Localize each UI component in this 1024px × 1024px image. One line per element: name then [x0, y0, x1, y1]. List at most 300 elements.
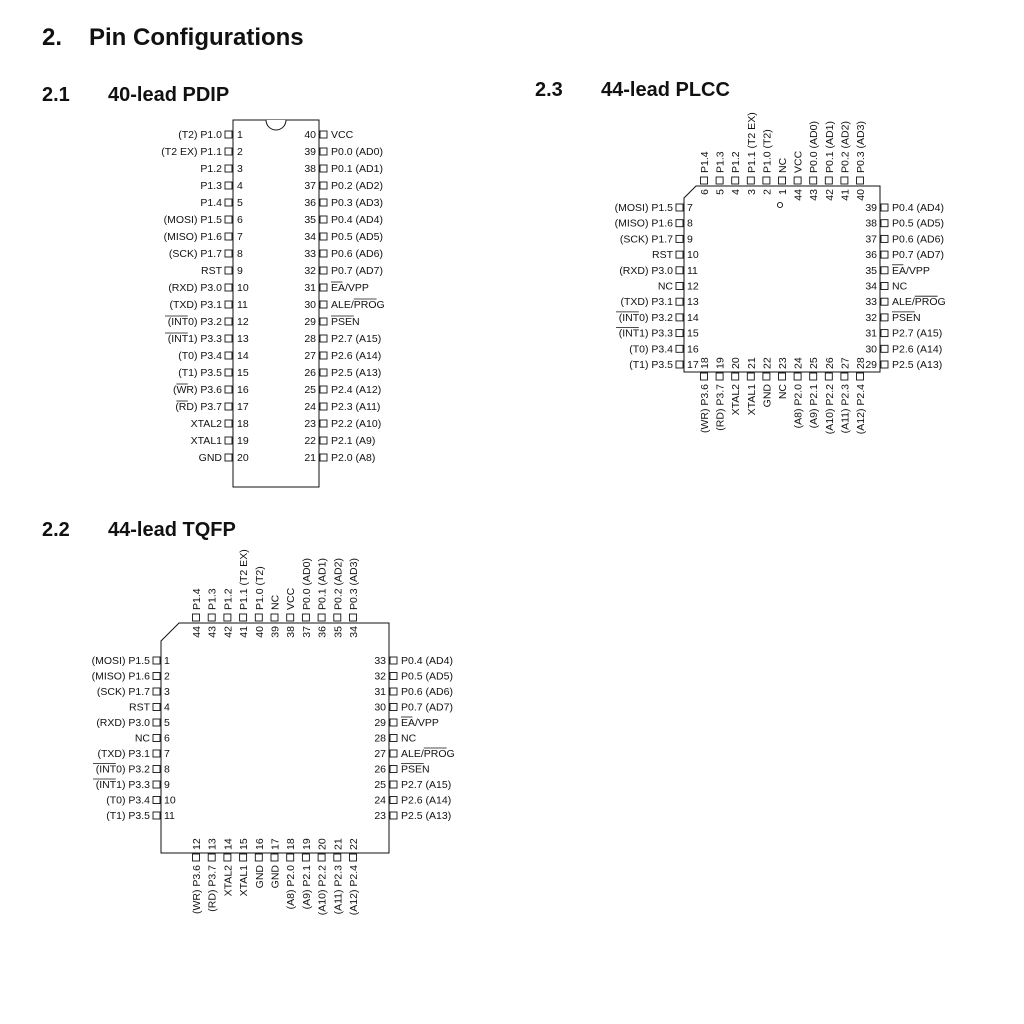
pin-number: 44 — [792, 189, 805, 201]
pin-number: 7 — [237, 231, 243, 243]
pin-pad — [208, 854, 215, 861]
pin-label-nc: NC — [134, 732, 150, 745]
pin-label-a12-p2-4: (A12) P2.4 — [348, 865, 360, 916]
pin-pad — [841, 177, 848, 184]
pin-label-p1-1-t2-ex: P1.1 (T2 EX) — [238, 549, 251, 610]
pin-pad — [225, 199, 232, 206]
pdip-pin-5 — [200, 197, 243, 209]
pin-label-p0-0-ad0: P0.0 (AD0) — [300, 558, 313, 610]
pin-label-p2-7-a15: P2.7 (A15) — [892, 327, 943, 340]
pin-label-sck-p1-7: (SCK) P1.7 — [619, 233, 673, 246]
plcc-pin-4 — [730, 151, 742, 195]
pin-label-p1-2: P1.2 — [730, 151, 743, 173]
pin-label-rd-p3-7: (RD) P3.7 — [175, 401, 222, 413]
pin-pad — [716, 373, 723, 380]
pin-pad — [320, 420, 327, 427]
pin-number: 33 — [374, 655, 386, 667]
pin-label-ea-vpp: EA/VPP — [892, 264, 930, 277]
pin-number: 4 — [237, 180, 243, 192]
pin-pad — [857, 373, 864, 380]
pin-pad — [318, 614, 325, 621]
pdip-pin-38 — [304, 163, 383, 175]
pin-label-t1-p3-5: (T1) P3.5 — [629, 359, 673, 371]
pin-pad — [255, 614, 262, 621]
pin-pad — [810, 373, 817, 380]
pin-label-t0-p3-4: (T0) P3.4 — [106, 794, 150, 807]
pin-pad — [225, 386, 232, 393]
tqfp-pin-19 — [301, 838, 313, 909]
pdip-pin-17 — [175, 401, 249, 413]
tqfp-pin-30 — [374, 702, 453, 714]
plcc-pin-18 — [699, 357, 711, 433]
plcc-pin-27 — [839, 357, 851, 433]
pin-number: 2 — [164, 670, 170, 683]
tqfp-pin-8 — [93, 764, 170, 776]
pin-number: 34 — [348, 626, 360, 638]
plcc-pin-21 — [746, 357, 758, 415]
pin-number: 38 — [304, 163, 316, 175]
pin-number: 25 — [808, 357, 821, 369]
pin-number: 3 — [745, 189, 758, 195]
tqfp-pin-38 — [285, 587, 297, 637]
pin-number: 26 — [304, 367, 316, 379]
pin-pad — [240, 854, 247, 861]
plcc-pin-35 — [865, 265, 930, 277]
pin-pad — [153, 750, 160, 757]
pin-number: 11 — [687, 264, 698, 277]
plcc-pin-7 — [615, 202, 693, 214]
tqfp-pin-41 — [238, 549, 250, 637]
tqfp-pin-13 — [207, 838, 219, 912]
pin-pad — [320, 182, 327, 189]
tqfp-body — [161, 623, 389, 853]
pdip-pin-20 — [199, 452, 249, 464]
pin-pad — [153, 657, 160, 664]
pdip-pin-18 — [191, 418, 249, 430]
pdip-pin-26 — [304, 367, 381, 379]
pin-pad — [390, 735, 397, 742]
pin-label-p2-5-a13: P2.5 (A13) — [331, 367, 382, 379]
pin-pad — [225, 318, 232, 325]
pin-pad — [334, 854, 341, 861]
pin-pad — [881, 330, 888, 337]
pin-label-psen: PSEN — [892, 311, 921, 324]
pin-number: 24 — [304, 401, 316, 413]
tqfp-pin-4 — [129, 702, 170, 714]
pin-number: 40 — [304, 129, 316, 141]
pin-number: 36 — [304, 197, 316, 209]
tqfp-pin-22 — [348, 838, 360, 915]
plcc-pin-29 — [865, 359, 942, 371]
pin-label-p0-7-ad7: P0.7 (AD7) — [331, 265, 383, 277]
pin-label-wr-p3-6: (WR) P3.6 — [191, 865, 203, 915]
pin-label-gnd: GND — [269, 865, 282, 889]
pin1-indicator-icon — [777, 202, 782, 207]
pin-pad — [225, 131, 232, 138]
pdip-pin-33 — [304, 248, 383, 260]
pin-label-vcc: VCC — [331, 129, 354, 141]
pin-number: 39 — [304, 146, 316, 158]
pin-pad — [794, 373, 801, 380]
pdip-pin-34 — [304, 231, 383, 243]
pdip-pin-7 — [164, 231, 243, 243]
pin-number: 24 — [374, 794, 386, 807]
pin-label-vcc: VCC — [285, 587, 298, 610]
pin-pad — [825, 177, 832, 184]
pin-label-p1-2: P1.2 — [200, 163, 222, 175]
pin-label-p1-0-t2: P1.0 (T2) — [253, 566, 266, 610]
pin-number: 33 — [304, 248, 316, 260]
pin-label-a8-p2-0: (A8) P2.0 — [792, 384, 805, 429]
tqfp-pin-5 — [96, 717, 170, 729]
plcc-pin-8 — [615, 218, 693, 230]
pin-label-xtal1: XTAL1 — [238, 865, 251, 897]
pin-pad — [881, 314, 888, 321]
pin-number: 35 — [332, 626, 345, 638]
tqfp-pin-34 — [348, 558, 360, 638]
pin-number: 2 — [761, 189, 774, 195]
pin-pad — [390, 766, 397, 773]
pin-number: 44 — [191, 626, 203, 638]
tqfp-pin-40 — [254, 566, 266, 637]
pin-label-p0-1-ad1: P0.1 (AD1) — [331, 163, 383, 175]
pin-label-p1-0-t2: P1.0 (T2) — [761, 129, 774, 173]
pin-pad — [810, 177, 817, 184]
pin-label-p0-5-ad5: P0.5 (AD5) — [892, 217, 944, 230]
pdip-pin-31 — [304, 282, 369, 294]
pdip-package — [161, 120, 384, 487]
tqfp-pin-42 — [222, 588, 234, 637]
pin-number: 11 — [237, 299, 248, 311]
pin-label-nc: NC — [657, 280, 673, 293]
pin-label-xtal1: XTAL1 — [745, 384, 758, 416]
pin-pad — [225, 454, 232, 461]
pin-pad — [224, 854, 231, 861]
pin-label-psen: PSEN — [401, 763, 430, 776]
pin-number: 38 — [285, 626, 298, 638]
pin-pad — [825, 373, 832, 380]
pdip-pin-11 — [169, 299, 248, 311]
pin-label-mosi-p1-5: (MOSI) P1.5 — [614, 202, 673, 214]
pdip-pin-27 — [304, 350, 381, 362]
pin-pad — [193, 854, 200, 861]
pin-pad — [320, 437, 327, 444]
pdip-pin-8 — [169, 248, 243, 260]
pdip-pin-28 — [304, 333, 381, 345]
pin-pad — [881, 251, 888, 258]
pin-number: 38 — [865, 217, 877, 230]
tqfp-pin-14 — [222, 838, 234, 896]
pin-number: 14 — [237, 350, 249, 362]
pin-pad — [881, 220, 888, 227]
pin-number: 20 — [730, 357, 743, 369]
pin-number: 23 — [777, 357, 789, 369]
pin-pad — [763, 177, 770, 184]
pin-label-t0-p3-4: (T0) P3.4 — [178, 350, 222, 362]
pin-pad — [153, 812, 160, 819]
pdip-pin-39 — [304, 146, 383, 158]
pin-pad — [225, 437, 232, 444]
tqfp-pin-17 — [270, 838, 282, 888]
pin-label-t1-p3-5: (T1) P3.5 — [178, 367, 222, 379]
pin-pad — [225, 165, 232, 172]
plcc-pin-28 — [855, 357, 867, 434]
plcc-pin-10 — [652, 249, 699, 261]
pin-number: 37 — [865, 233, 877, 246]
pin-label-t2-p1-0: (T2) P1.0 — [178, 129, 222, 141]
pin-label-mosi-p1-5: (MOSI) P1.5 — [163, 214, 222, 226]
pin-number: 18 — [237, 418, 249, 430]
pin-number: 1 — [777, 189, 789, 195]
pin-pad — [224, 614, 231, 621]
tqfp-pin-16 — [254, 838, 266, 888]
pin-number: 13 — [237, 333, 249, 345]
tqfp-pin-12 — [191, 838, 203, 914]
pin-pad — [794, 177, 801, 184]
tqfp-pin-35 — [332, 558, 344, 638]
pin-number: 7 — [164, 748, 170, 760]
pin-number: 42 — [823, 189, 836, 201]
pin-pad — [153, 797, 160, 804]
pin-label-sck-p1-7: (SCK) P1.7 — [96, 686, 150, 698]
pin-label-p0-0-ad0: P0.0 (AD0) — [331, 146, 383, 158]
pin-pad — [153, 688, 160, 695]
plcc-pin-44 — [793, 150, 805, 200]
pin-label-miso-p1-6: (MISO) P1.6 — [614, 217, 673, 230]
pin-number: 13 — [687, 296, 699, 309]
pin-pad — [390, 673, 397, 680]
pin-pad — [271, 614, 278, 621]
plcc-pin-25 — [808, 357, 820, 428]
plcc-pin-3 — [746, 112, 758, 195]
plcc-pin-30 — [865, 343, 942, 355]
pin-pad — [350, 614, 357, 621]
pin-label-rd-p3-7: (RD) P3.7 — [714, 384, 727, 431]
pin-label-sck-p1-7: (SCK) P1.7 — [168, 248, 222, 260]
pdip-pin-22 — [304, 435, 375, 447]
pin-label-p2-6-a14: P2.6 (A14) — [401, 794, 452, 807]
pin-pad — [676, 267, 683, 274]
pin-number: 26 — [823, 357, 836, 369]
pin-label-p2-6-a14: P2.6 (A14) — [892, 343, 943, 356]
pin-label-a9-p2-1: (A9) P2.1 — [300, 865, 313, 910]
pin-label-rst: RST — [652, 249, 673, 262]
pin-pad — [881, 345, 888, 352]
pin-label-psen: PSEN — [331, 316, 360, 328]
pin-number: 29 — [374, 717, 386, 729]
pin-pad — [881, 267, 888, 274]
pdip-pin-9 — [201, 265, 243, 277]
tqfp-number: 2.2 — [42, 519, 70, 541]
pin-number: 19 — [300, 838, 313, 850]
tqfp-pin-11 — [106, 810, 175, 822]
pin-number: 36 — [865, 249, 877, 262]
pin-pad — [779, 177, 786, 184]
pin-label-rxd-p3-0: (RXD) P3.0 — [168, 282, 222, 294]
pin-number: 22 — [348, 838, 360, 850]
pin-pad — [350, 854, 357, 861]
pin-label-a11-p2-3: (A11) P2.3 — [332, 865, 345, 915]
pin-pad — [701, 177, 708, 184]
pin-label-ea-vpp: EA/VPP — [401, 717, 439, 729]
pin-pad — [153, 781, 160, 788]
pin-number: 29 — [304, 316, 316, 328]
pin-number: 15 — [687, 327, 699, 340]
pin-label-nc: NC — [401, 732, 417, 745]
tqfp-pin-10 — [106, 795, 176, 807]
tqfp-pin-28 — [374, 733, 416, 745]
pin-number: 19 — [714, 357, 727, 369]
pin-number: 41 — [839, 189, 852, 201]
pin-label-wr-p3-6: (WR) P3.6 — [699, 384, 711, 434]
pin-pad — [320, 386, 327, 393]
pin-pad — [320, 284, 327, 291]
pin-label-p0-2-ad2: P0.2 (AD2) — [331, 180, 383, 192]
pin-pad — [676, 345, 683, 352]
pin-pad — [153, 704, 160, 711]
pin-number: 21 — [332, 838, 345, 850]
plcc-pin-33 — [865, 296, 945, 308]
pin-pad — [881, 235, 888, 242]
pdip-pin-37 — [304, 180, 383, 192]
pin-number: 16 — [687, 343, 699, 356]
pdip-pin-4 — [200, 180, 243, 192]
pdip-pin-15 — [178, 367, 249, 379]
pin-pad — [225, 182, 232, 189]
tqfp-pin-43 — [207, 588, 219, 637]
pin-label-t0-p3-4: (T0) P3.4 — [629, 343, 673, 356]
pin-pad — [225, 233, 232, 240]
pin-number: 28 — [374, 732, 386, 745]
pin-pad — [676, 330, 683, 337]
pdip-pin-19 — [191, 435, 249, 447]
pin-pad — [225, 267, 232, 274]
plcc-pin-20 — [730, 357, 742, 415]
pin-label-miso-p1-6: (MISO) P1.6 — [163, 231, 222, 243]
pin-pad — [716, 177, 723, 184]
pin-label-p2-0-a8: P2.0 (A8) — [331, 452, 376, 464]
pin-pad — [225, 420, 232, 427]
pin-pad — [676, 314, 683, 321]
pin-label-wr-p3-6: (WR) P3.6 — [172, 384, 222, 396]
pin-pad — [841, 373, 848, 380]
pin-label-a12-p2-4: (A12) P2.4 — [855, 384, 867, 435]
plcc-pin-11 — [619, 265, 698, 277]
pin-number: 12 — [191, 838, 203, 850]
pin-number: 12 — [687, 280, 699, 293]
pin-pad — [779, 373, 786, 380]
pin-label-p2-3-a11: P2.3 (A11) — [331, 401, 381, 413]
pin-number: 6 — [699, 189, 711, 195]
pdip-pin-40 — [304, 129, 353, 141]
tqfp-pin-44 — [191, 588, 203, 637]
pdip-pin-3 — [200, 163, 243, 175]
pin-pad — [225, 352, 232, 359]
pdip-pin-32 — [304, 265, 383, 277]
pin-label-ale-prog: ALE/PROG — [331, 299, 385, 311]
pin-number: 22 — [304, 435, 316, 447]
pin-pad — [390, 750, 397, 757]
tqfp-pin-25 — [374, 779, 451, 791]
pin-number: 43 — [206, 626, 219, 638]
tqfp-pin-26 — [374, 764, 429, 776]
pin-number: 28 — [855, 357, 867, 369]
pin-pad — [225, 284, 232, 291]
pin-number: 8 — [237, 248, 243, 260]
pin-number: 21 — [304, 452, 316, 464]
plcc-pin-9 — [620, 233, 693, 245]
pdip-pin-29 — [304, 316, 359, 328]
pin-label-a11-p2-3: (A11) P2.3 — [839, 384, 852, 434]
pdip-pin-13 — [165, 333, 249, 345]
tqfp-pin-24 — [374, 795, 451, 807]
plcc-pin-16 — [629, 343, 699, 355]
pin-pad — [320, 165, 327, 172]
tqfp-pin-27 — [374, 748, 454, 760]
pin-number: 33 — [865, 296, 877, 309]
pin-number: 17 — [237, 401, 249, 413]
pdip-pin-16 — [173, 384, 249, 396]
pin-pad — [225, 301, 232, 308]
pin-label-p1-1-t2-ex: P1.1 (T2 EX) — [745, 112, 758, 173]
pin-label-txd-p3-1: (TXD) P3.1 — [97, 748, 150, 760]
pin-number: 18 — [699, 357, 711, 369]
pin-number: 10 — [687, 249, 699, 262]
pin-pad — [225, 250, 232, 257]
pin-number: 8 — [164, 763, 170, 776]
plcc-pin-37 — [865, 233, 944, 245]
pin-label-p0-0-ad0: P0.0 (AD0) — [808, 121, 821, 173]
pin-label-gnd: GND — [253, 865, 266, 889]
pdip-pin-14 — [178, 350, 249, 362]
pin-number: 4 — [164, 701, 170, 714]
pin-number: 27 — [374, 748, 386, 760]
tqfp-pin-18 — [285, 838, 297, 909]
pin-pad — [225, 369, 232, 376]
pin-label-txd-p3-1: (TXD) P3.1 — [620, 296, 673, 309]
pin-number: 37 — [300, 626, 313, 638]
pin-number: 5 — [237, 197, 243, 209]
plcc-pin-36 — [865, 249, 944, 261]
pin-number: 21 — [745, 357, 758, 369]
plcc-pin-1 — [777, 157, 789, 194]
tqfp-pin-20 — [317, 838, 329, 915]
pin-pad — [881, 204, 888, 211]
plcc-package — [615, 112, 946, 434]
pin-number: 20 — [316, 838, 329, 850]
pin-number: 35 — [865, 264, 877, 277]
plcc-pin-24 — [793, 357, 805, 428]
pin-label-p0-2-ad2: P0.2 (AD2) — [332, 558, 345, 610]
plcc-pin-17 — [629, 359, 699, 371]
pin-label-p2-1-a9: P2.1 (A9) — [331, 435, 376, 447]
pin-label-p0-5-ad5: P0.5 (AD5) — [401, 670, 453, 683]
pin-pad — [881, 283, 888, 290]
pdip-pin-25 — [304, 384, 381, 396]
pin-pad — [320, 318, 327, 325]
pin-pad — [320, 250, 327, 257]
pin-label-ale-prog: ALE/PROG — [401, 748, 455, 760]
pin-pad — [320, 148, 327, 155]
pin-label-ea-vpp: EA/VPP — [331, 282, 369, 294]
pin-number: 34 — [304, 231, 316, 243]
pin-number: 30 — [304, 299, 316, 311]
pin-number: 43 — [808, 189, 821, 201]
pin-label-t2-ex-p1-1: (T2 EX) P1.1 — [161, 146, 222, 158]
pin-label-nc: NC — [269, 594, 282, 610]
pin-number: 17 — [269, 838, 282, 850]
pin-label-p1-2: P1.2 — [222, 588, 235, 610]
